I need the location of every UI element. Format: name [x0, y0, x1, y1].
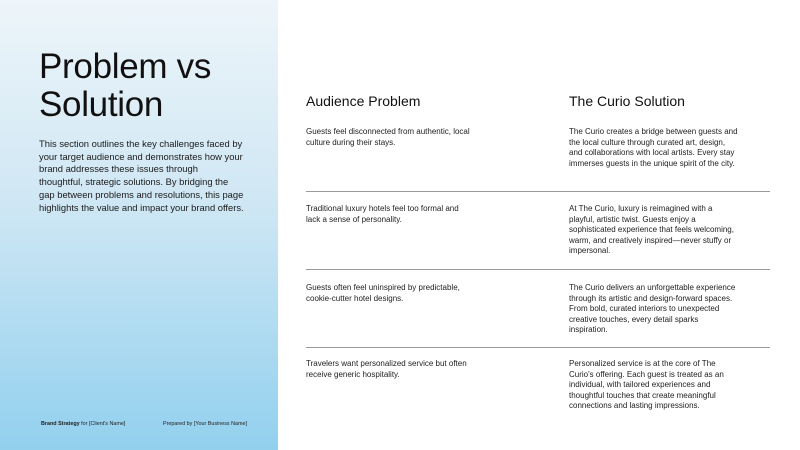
- problem-column-heading: Audience Problem: [306, 93, 421, 109]
- footer-brand-strategy-label: Brand Strategy: [41, 421, 80, 427]
- problem-cell-4: Travelers want personalized service but often receive generic hospitality.: [306, 359, 467, 379]
- solution-column-heading: The Curio Solution: [569, 93, 685, 109]
- footer-client-name: for [Client's Name]: [79, 421, 126, 427]
- solution-cell-3: The Curio delivers an unforgettable experience through its artistic and design-forward spaces. From bold, curated interiors to unexpected creative touches, every detail sparks inspiration.: [569, 283, 736, 335]
- page-title: Problem vs Solution: [39, 47, 212, 124]
- footer-brand-strategy: [41, 421, 125, 427]
- row-divider-3: [306, 347, 770, 348]
- intro-paragraph: This section outlines the key challenges faced by your target audience and demonstrates how your brand addresses these issues through thoughtful, strategic solutions. By bridging the gap between problems and resolutions, this page highlights the value and impact your brand offers.: [39, 138, 244, 213]
- solution-cell-4: Personalized service is at the core of The Curio's offering. Each guest is treated as an individual, with tailored experiences and thoughtful touches that create meaningful connections and lasting impressions.: [569, 359, 724, 411]
- solution-cell-1: The Curio creates a bridge between guests and the local culture through curated art, design, and collaborations with local artists. Every stay immerses guests in the unique spirit of the city.: [569, 127, 738, 168]
- problem-cell-3: Guests often feel uninspired by predictable, cookie-cutter hotel designs.: [306, 283, 460, 303]
- row-divider-2: [306, 269, 770, 270]
- problem-cell-2: Traditional luxury hotels feel too formal and lack a sense of personality.: [306, 204, 459, 224]
- row-divider-1: [306, 191, 770, 192]
- footer-prepared-by: Prepared by [Your Business Name]: [163, 421, 247, 427]
- solution-cell-2: At The Curio, luxury is reimagined with a playful, artistic twist. Guests enjoy a sophisticated experience that feels welcoming, warm, and creatively inspired—never stuffy or impersonal.: [569, 204, 734, 256]
- problem-cell-1: Guests feel disconnected from authentic, local culture during their stays.: [306, 127, 470, 147]
